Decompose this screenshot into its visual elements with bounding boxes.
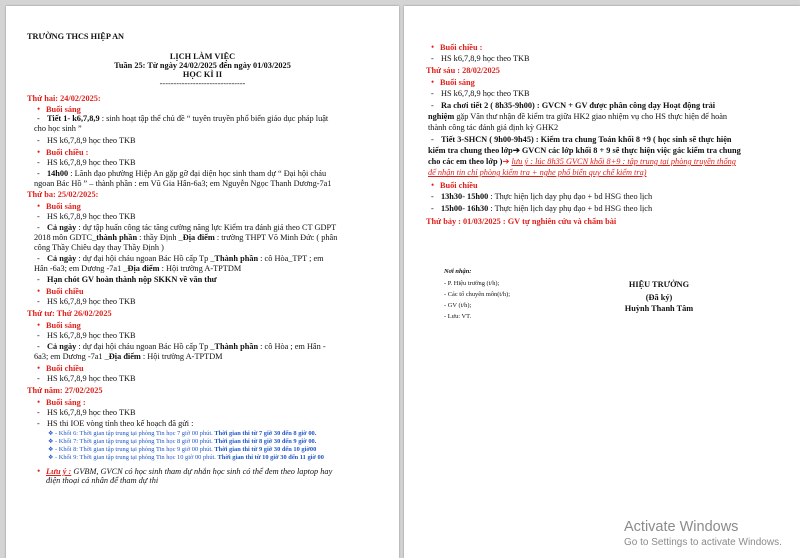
- list-item: - HS k6,7,8,9 học theo TKB: [431, 54, 530, 63]
- list-item: - HS k6,7,8,9 học theo TKB: [37, 374, 136, 383]
- day-tuesday: Thứ ba: 25/02/2025:: [27, 190, 99, 199]
- bullet-icon: •: [37, 320, 41, 330]
- recipient-item: - Lưu: VT.: [444, 313, 472, 320]
- list-item-cont: 2018 môn GDTC_thành phần : thầy Định _Địa điểm : trường THPT Võ Minh Đức ( phân: [34, 233, 338, 242]
- diamond-icon: ❖: [48, 431, 54, 437]
- bullet-icon: •: [37, 201, 41, 211]
- note-cont: điện thoại cá nhân để tham dự thi: [46, 476, 159, 485]
- bullet-icon: •: [37, 147, 41, 157]
- recipient-item: - GV (t/h);: [444, 302, 472, 309]
- list-item: - 15h00- 16h30 : Thực hiện lịch dạy phụ đạo + bd HSG theo lịch: [431, 204, 653, 213]
- session-morning: • Buổi sáng: [37, 201, 81, 211]
- watermark-subtitle: Go to Settings to activate Windows.: [624, 537, 782, 548]
- list-item: - 13h30- 15h00 : Thực hiện lịch dạy phụ đạo + bd HSG theo lịch: [431, 192, 653, 201]
- bullet-icon: •: [431, 77, 435, 87]
- list-item-cont: để nhận tin chỉ phòng kiểm tra + nghe phổ biến quy chế kiểm tra): [428, 168, 647, 177]
- note: • Lưu ý : GVBM, GVCN có học sinh tham dự nhắn học sinh có thể đem theo laptop hay: [37, 466, 333, 476]
- signer-name: Huỳnh Thanh Tâm: [624, 304, 694, 313]
- bullet-icon: •: [431, 180, 435, 190]
- day-friday: Thứ sáu : 28/02/2025: [426, 66, 500, 75]
- bullet-icon: •: [37, 466, 41, 476]
- day-saturday: Thứ bảy : 01/03/2025 : GV tự nghiên cứu và chấm bài: [426, 217, 617, 226]
- list-item: - Ra chơi tiết 2 ( 8h35-9h00) : GVCN + GV được phân công dạy Hoạt động trải: [431, 101, 716, 110]
- list-item: - 14h00 : Lãnh đạo phường Hiệp An gặp gỡ đại diện học sinh tham dự “ Đại hội cháu: [37, 169, 327, 178]
- diamond-icon: ❖: [48, 455, 54, 461]
- session-morning: • Buổi sáng: [37, 104, 81, 114]
- diamond-icon: ❖: [48, 439, 54, 445]
- list-item: - HS thi IOE vòng tỉnh theo kế hoạch đã gửi :: [37, 419, 194, 428]
- arrow-right-icon: ➔: [502, 157, 510, 166]
- document-page-2: [404, 6, 800, 558]
- session-morning: • Buổi sáng :: [37, 397, 86, 407]
- list-item: - HS k6,7,8,9 học theo TKB: [37, 136, 136, 145]
- recipient-item: - P. Hiệu trưởng (t/h);: [444, 280, 500, 287]
- bullet-icon: •: [37, 397, 41, 407]
- session-morning: • Buổi sáng: [431, 77, 475, 87]
- list-item: - HS k6,7,8,9 học theo TKB: [37, 331, 136, 340]
- bullet-icon: •: [37, 363, 41, 373]
- arrow-right-icon: ➔: [512, 146, 520, 155]
- term-label: HỌC KÌ II: [182, 70, 223, 79]
- list-item-cont: cho các em theo lớp )➔ lưu ý : lúc 8h35 GVCN khối 8+9 : tập trung tại phòng truyền thống: [428, 157, 736, 166]
- document-page-1: [6, 6, 399, 558]
- list-item: - HS k6,7,8,9 học theo TKB: [37, 297, 136, 306]
- list-item: - HS k6,7,8,9 học theo TKB: [431, 89, 530, 98]
- list-item-cont: ngoan Bác Hồ ” – thành phần : em Vũ Gia Hân-6a3; em Nguyễn Ngọc Thanh Dương-7a1: [34, 179, 332, 188]
- activate-windows-watermark: [624, 519, 782, 549]
- list-item: - Cả ngày : dự tập huấn công tác tăng cường năng lực Kiểm tra đánh giá theo CT GDPT: [37, 223, 337, 232]
- list-item: - HS k6,7,8,9 học theo TKB: [37, 212, 136, 221]
- list-item: - HS k6,7,8,9 học theo TKB: [37, 408, 136, 417]
- session-afternoon: • Buổi chiều :: [37, 147, 89, 157]
- list-item: - Tiết 3-SHCN ( 9h00-9h45) : Kiểm tra chung Toán khối 8 +9 ( học sinh sẽ thực hiện: [431, 135, 732, 144]
- ioe-grade-6: ❖ - Khối 6: Thời gian tập trung tại phòng Tin học 7 giờ 00 phút. Thời gian thi từ 7 giờ 30 đến 8 giờ 00.: [48, 430, 317, 437]
- session-afternoon: • Buổi chiều :: [431, 42, 483, 52]
- session-morning: • Buổi sáng: [37, 320, 81, 330]
- list-item: - Tiết 1- k6,7,8,9 : sinh hoạt tập thể chủ đề “ tuyên truyền phổ biến giáo dục pháp luật: [37, 114, 329, 123]
- list-item: - HS k6,7,8,9 học theo TKB: [37, 158, 136, 167]
- bullet-icon: •: [431, 42, 435, 52]
- bullet-icon: •: [37, 104, 41, 114]
- bullet-icon: •: [37, 286, 41, 296]
- ioe-grade-9: ❖ - Khối 9: Thời gian tập trung tại phòng Tin học 10 giờ 00 phút. Thời gian thi từ 10 giờ 30 đến 11 giờ 00: [48, 454, 324, 461]
- schedule-title: LỊCH LÀM VIỆC: [169, 52, 236, 61]
- signed-note: (Đã ký): [645, 293, 673, 302]
- list-item-cont: công Thầy Chiêu dạy thay Thầy Định ): [34, 243, 164, 252]
- diamond-icon: ❖: [48, 447, 54, 453]
- list-item-cont: kiểm tra chung theo lớp➔ GVCN các lớp khối 8 + 9 sẽ thực hiện việc gác kiểm tra chung: [428, 146, 741, 155]
- recipient-item: - Các tổ chuyên môn(t/h);: [444, 291, 511, 298]
- title-rule: -------------------------------: [159, 79, 246, 88]
- list-item-cont: cho học sinh ”: [34, 124, 82, 133]
- list-item-cont: 6a3; em Dương -7a1 _Địa điểm : Hội trường A-TPTDM: [34, 352, 223, 361]
- list-item: - Cả ngày : dự đại hội cháu ngoan Bác Hồ cấp Tp _Thành phần : cô Hòa ; em Hân -: [37, 342, 326, 351]
- list-item: - Cả ngày : dự đại hội cháu ngoan Bác Hồ cấp Tp _Thành phần : cô Hòa_TPT ; em: [37, 254, 324, 263]
- week-range: Tuần 25: Từ ngày 24/02/2025 đến ngày 01/03/2025: [114, 61, 291, 70]
- session-afternoon: • Buổi chiều: [431, 180, 478, 190]
- recipients-title: Nơi nhận:: [444, 268, 472, 275]
- watermark-title: Activate Windows: [624, 519, 739, 535]
- list-item-cont: nghiệm gặp Văn thư nhận đề kiểm tra giữa HK2 giao nhiệm vụ cho HS thực hiện để hoàn: [428, 112, 728, 121]
- day-wednesday: Thứ tư: Thứ 26/02/2025: [27, 309, 112, 318]
- list-item-cont: Hân -6a3; em Dương -7a1 _Địa điểm : Hội trường A-TPTDM: [34, 264, 242, 273]
- ioe-grade-8: ❖ - Khối 8: Thời gian tập trung tại phòng Tin học 9 giờ 00 phút. Thời gian thi từ 9 giờ 30 đến 10 giờ00: [48, 446, 317, 453]
- list-item-cont: thành công tác đánh giá định kỳ GHK2: [428, 123, 559, 132]
- signer-title: HIỆU TRƯỞNG: [628, 280, 690, 289]
- school-name: TRƯỜNG THCS HIỆP AN: [27, 32, 125, 41]
- day-monday: Thứ hai: 24/02/2025:: [27, 94, 101, 103]
- list-item: - Hạn chót GV hoàn thành nộp SKKN về văn thư: [37, 275, 217, 284]
- session-afternoon: • Buổi chiều: [37, 286, 84, 296]
- day-thursday: Thứ năm: 27/02/2025: [27, 386, 103, 395]
- ioe-grade-7: ❖ - Khối 7: Thời gian tập trung tại phòng Tin học 8 giờ 00 phút. Thời gian thi từ 8 giờ 30 đến 9 giờ 00.: [48, 438, 317, 445]
- session-afternoon: • Buổi chiều: [37, 363, 84, 373]
